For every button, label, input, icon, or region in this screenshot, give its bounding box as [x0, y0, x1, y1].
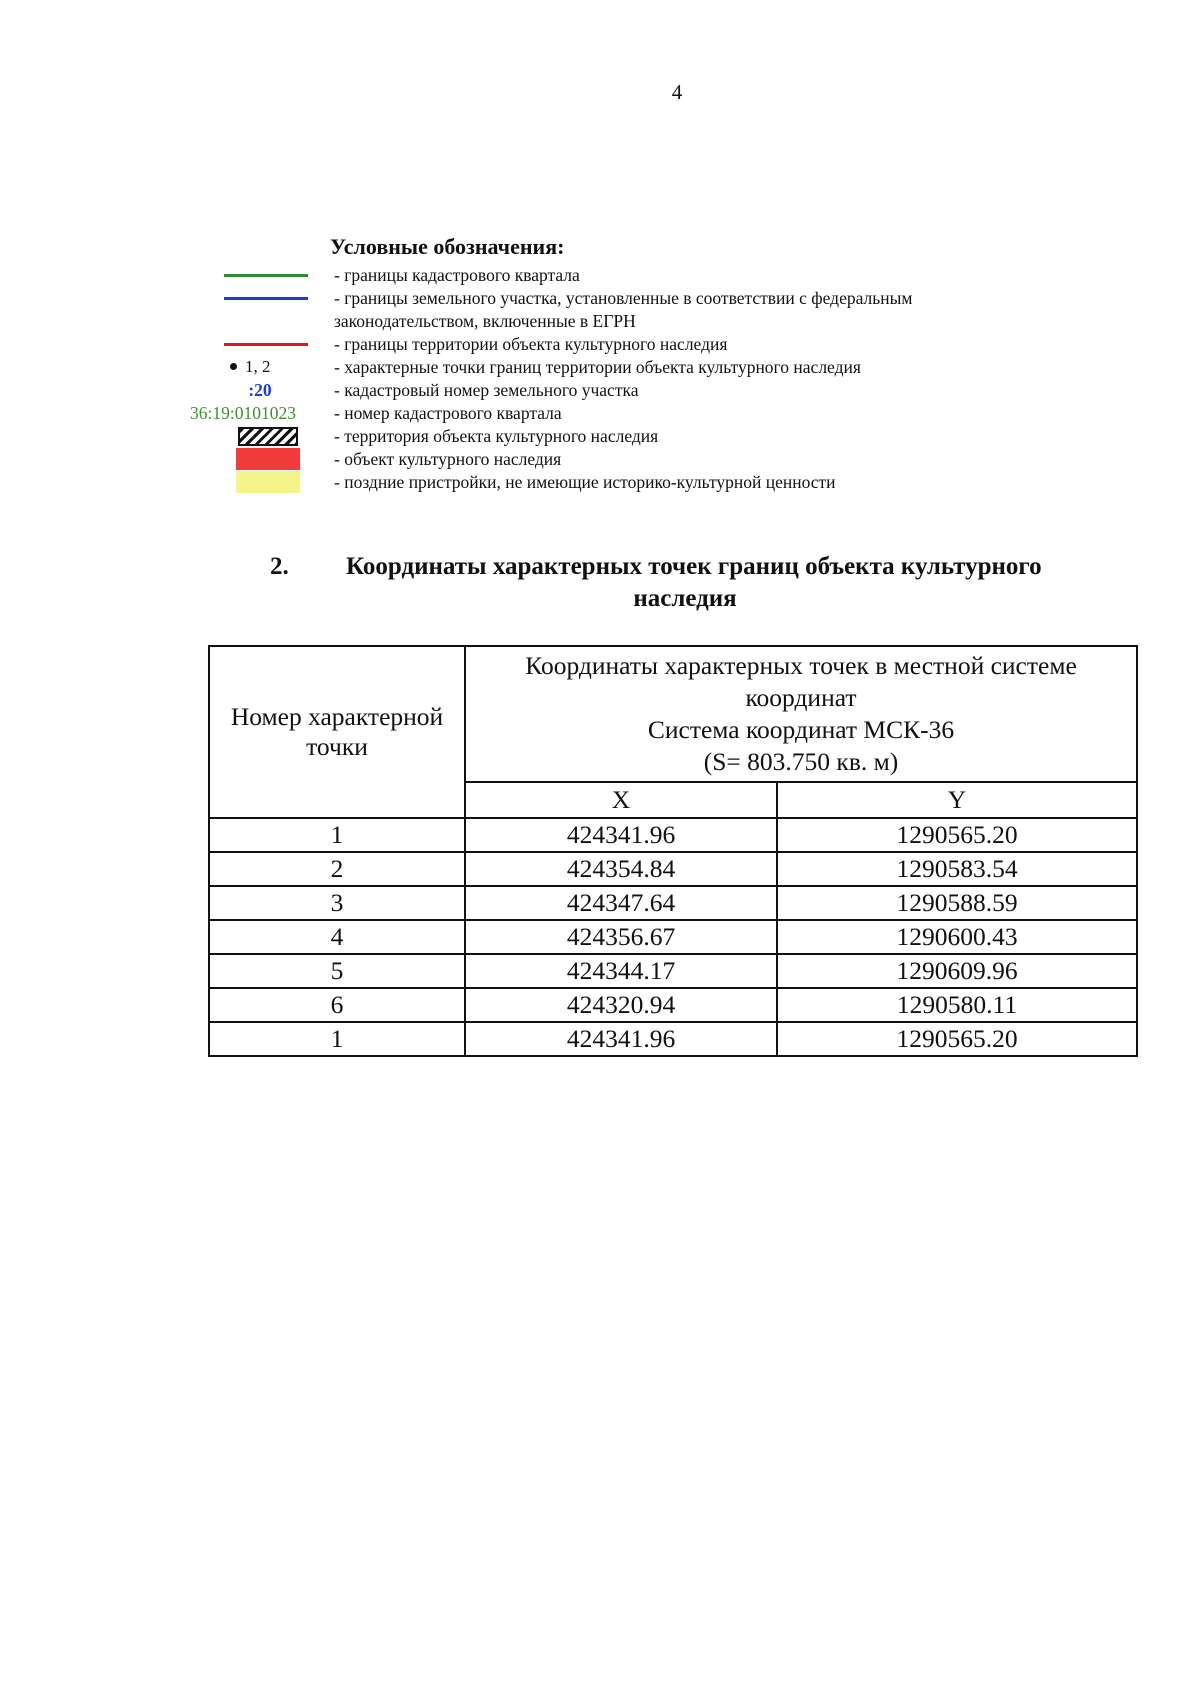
point-number-cell: 2: [209, 852, 465, 886]
x-coordinate-cell: 424341.96: [465, 818, 777, 852]
table-row: [209, 886, 1137, 920]
legend-text: - поздние пристройки, не имеющие историко-культурной ценности: [334, 472, 836, 492]
legend-item-characteristic-points: [0, 356, 1200, 378]
y-header: Y: [777, 782, 1137, 818]
coord-header-line: Координаты характерных точек в местной системе: [525, 651, 1077, 680]
point-number-cell: 1: [209, 818, 465, 852]
table-row: [209, 988, 1137, 1022]
legend-text: - номер кадастрового квартала: [334, 403, 562, 423]
x-coordinate-cell: 424347.64: [465, 886, 777, 920]
legend-text: - границы кадастрового квартала: [334, 265, 580, 285]
point-number-cell: 3: [209, 886, 465, 920]
yellow-fill-symbol: [236, 471, 300, 493]
legend-text-continuation: законодательством, включенные в ЕГРН: [334, 311, 636, 331]
x-coordinate-cell: 424344.17: [465, 954, 777, 988]
y-coordinate-cell: 1290565.20: [777, 1022, 1137, 1056]
blue-line-symbol: [224, 297, 308, 300]
coord-header-line: (S= 803.750 кв. м): [703, 747, 899, 776]
red-line-symbol: [224, 343, 308, 346]
y-coordinate-cell: 1290565.20: [777, 818, 1137, 852]
coord-header-line: координат: [745, 683, 857, 712]
legend-text: - объект культурного наследия: [334, 449, 562, 469]
point-number-cell: 5: [209, 954, 465, 988]
x-coordinate-cell: 424320.94: [465, 988, 777, 1022]
legend-item-parcel-boundary-cont: [0, 310, 1200, 332]
table-row: [209, 818, 1137, 852]
x-header: X: [465, 782, 777, 818]
table-row: [209, 920, 1137, 954]
point-number-cell: 1: [209, 1022, 465, 1056]
legend-item-quarter-number: [0, 402, 1200, 424]
coordinates-table: [208, 645, 1138, 1057]
legend-item-parcel-boundary: [0, 287, 1200, 309]
legend-text: - границы земельного участка, установленные в соответствии с федеральным: [334, 288, 913, 308]
y-coordinate-cell: 1290583.54: [777, 852, 1137, 886]
legend-item-quarter-boundary: [0, 264, 1200, 286]
point-number-cell: 4: [209, 920, 465, 954]
legend-item-parcel-number: [0, 379, 1200, 401]
y-coordinate-cell: 1290580.11: [777, 988, 1137, 1022]
section-title-line2: наследия: [633, 585, 737, 612]
y-coordinate-cell: 1290600.43: [777, 920, 1137, 954]
y-coordinate-cell: 1290609.96: [777, 954, 1137, 988]
section-number: 2.: [270, 553, 289, 580]
legend-text: - кадастровый номер земельного участка: [334, 380, 639, 400]
point-label: 1, 2: [245, 357, 271, 376]
page-number: 4: [671, 80, 683, 104]
y-coordinate-cell: 1290588.59: [777, 886, 1137, 920]
legend-item-heritage-territory-boundary: [0, 333, 1200, 355]
legend-title: Условные обозначения:: [330, 234, 565, 259]
section-title-line1: Координаты характерных точек границ объекта культурного: [346, 553, 1042, 580]
table-row: [209, 852, 1137, 886]
legend-text: - территория объекта культурного наследия: [334, 426, 659, 446]
legend-item-heritage-territory: [0, 425, 1200, 447]
x-coordinate-cell: 424341.96: [465, 1022, 777, 1056]
coordinate-system-header: [465, 646, 1137, 782]
legend-text: - границы территории объекта культурного наследия: [334, 334, 728, 354]
red-fill-symbol: [236, 448, 300, 470]
hatch-symbol: [238, 427, 298, 446]
green-line-symbol: [224, 274, 308, 277]
x-coordinate-cell: 424354.84: [465, 852, 777, 886]
legend-text: - характерные точки границ территории объекта культурного наследия: [334, 357, 861, 377]
quarter-number-symbol: 36:19:0101023: [190, 403, 296, 423]
table-row: [209, 1022, 1137, 1056]
x-coordinate-cell: 424356.67: [465, 920, 777, 954]
parcel-number-symbol: :20: [248, 380, 272, 400]
table-row: [209, 954, 1137, 988]
point-number-cell: 6: [209, 988, 465, 1022]
point-number-header: Номер характерной точки: [209, 646, 465, 818]
legend-item-late-additions: [0, 471, 1200, 493]
coord-header-line: Система координат МСК-36: [647, 715, 955, 744]
legend-item-heritage-object: [0, 448, 1200, 470]
dot-icon: [230, 363, 237, 370]
point-symbol: [230, 356, 271, 378]
